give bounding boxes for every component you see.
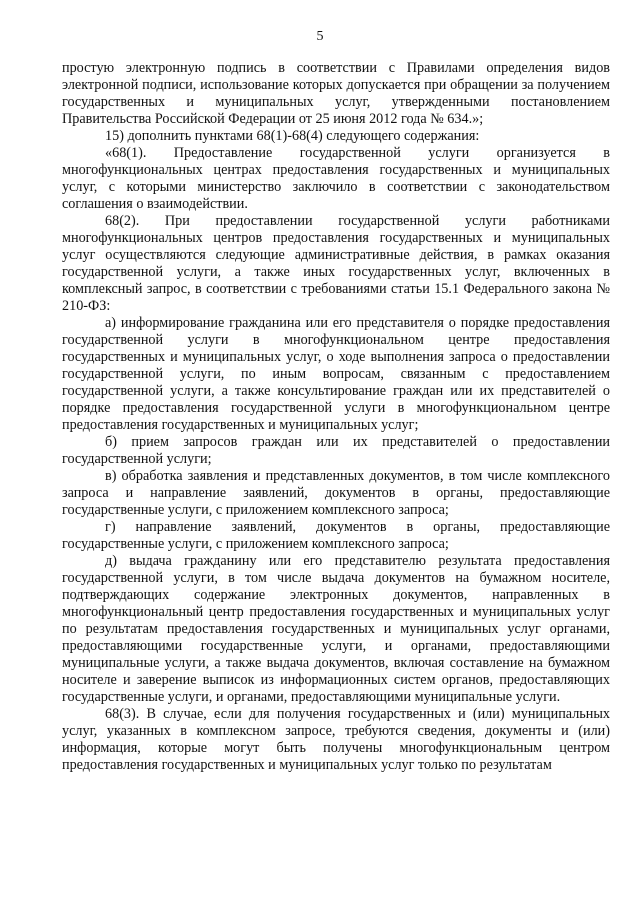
paragraph: простую электронную подпись в соответствии с Правилами определения видов электронной подписи, использование которых допускается при обращении за получением государственных и муниципальных услуг, утвержденными постановлением Правительства Российской Федерации от 25 июня 2012 года № 634.»; — [62, 60, 610, 127]
paragraph: г) направление заявлений, документов в органы, предоставляющие государственные услуги, с приложением комплексного запроса; — [62, 519, 610, 552]
paragraph: в) обработка заявления и представленных документов, в том числе комплексного запроса и направление заявлений, документов в органы, предоставляющие государственные услуги, с приложением комплексного запроса; — [62, 468, 610, 518]
paragraph: 68(3). В случае, если для получения государственных и (или) муниципальных услуг, указанных в комплексном запросе, требуются сведения, документы и (или) информация, которые могут быть получены многофункциональным центром предоставления государственных и муниципальных услуг только по результатам — [62, 706, 610, 773]
paragraph: «68(1). Предоставление государственной услуги организуется в многофункциональных центрах предоставления государственных и муниципальных услуг, с которыми министерство заключило в соответствии с законодательством соглашения о взаимодействии. — [62, 145, 610, 212]
paragraph: 15) дополнить пунктами 68(1)-68(4) следующего содержания: — [105, 128, 480, 144]
page-number: 5 — [316, 29, 324, 44]
paragraph: 68(2). При предоставлении государственной услуги работниками многофункциональных центров предоставления государственных и муниципальных услуг осуществляются следующие административные действия, в рамках оказания государственной услуги, а также иных государственных услуг, включенных в комплексный запрос, в соответствии с требованиями статьи 15.1 Федерального закона № 210-ФЗ: — [62, 213, 610, 314]
paragraph: д) выдача гражданину или его представителю результата предоставления государственной услуги, в том числе выдача документов на бумажном носителе, подтверждающих содержание электронных документов, направленных в многофункциональный центр предоставления государственных и муниципальных услуг по результатам предоставления государственных и муниципальных услуг органами, предоставляющими государственные услуги, и органами, предоставляющими муниципальные услуги, а также выдача документов, включая составление на бумажном носителе и заверение выписок из информационных систем органов, предоставляющих государственные услуги, и органами, предоставляющими муниципальные услуги. — [62, 553, 610, 705]
document-body — [62, 60, 610, 774]
paragraph: а) информирование гражданина или его представителя о порядке предоставления государственной услуги в многофункциональном центре предоставления государственных и муниципальных услуг, о ходе выполнения запроса о предоставлении государственной услуги, по иным вопросам, связанным с предоставлением государственной услуги, а также консультирование граждан или их представителей о порядке предоставления государственной услуги в многофункциональном центре предоставления государственных и муниципальных услуг; — [62, 315, 610, 433]
paragraph: б) прием запросов граждан или их представителей о предоставлении государственной услуги; — [62, 434, 610, 467]
